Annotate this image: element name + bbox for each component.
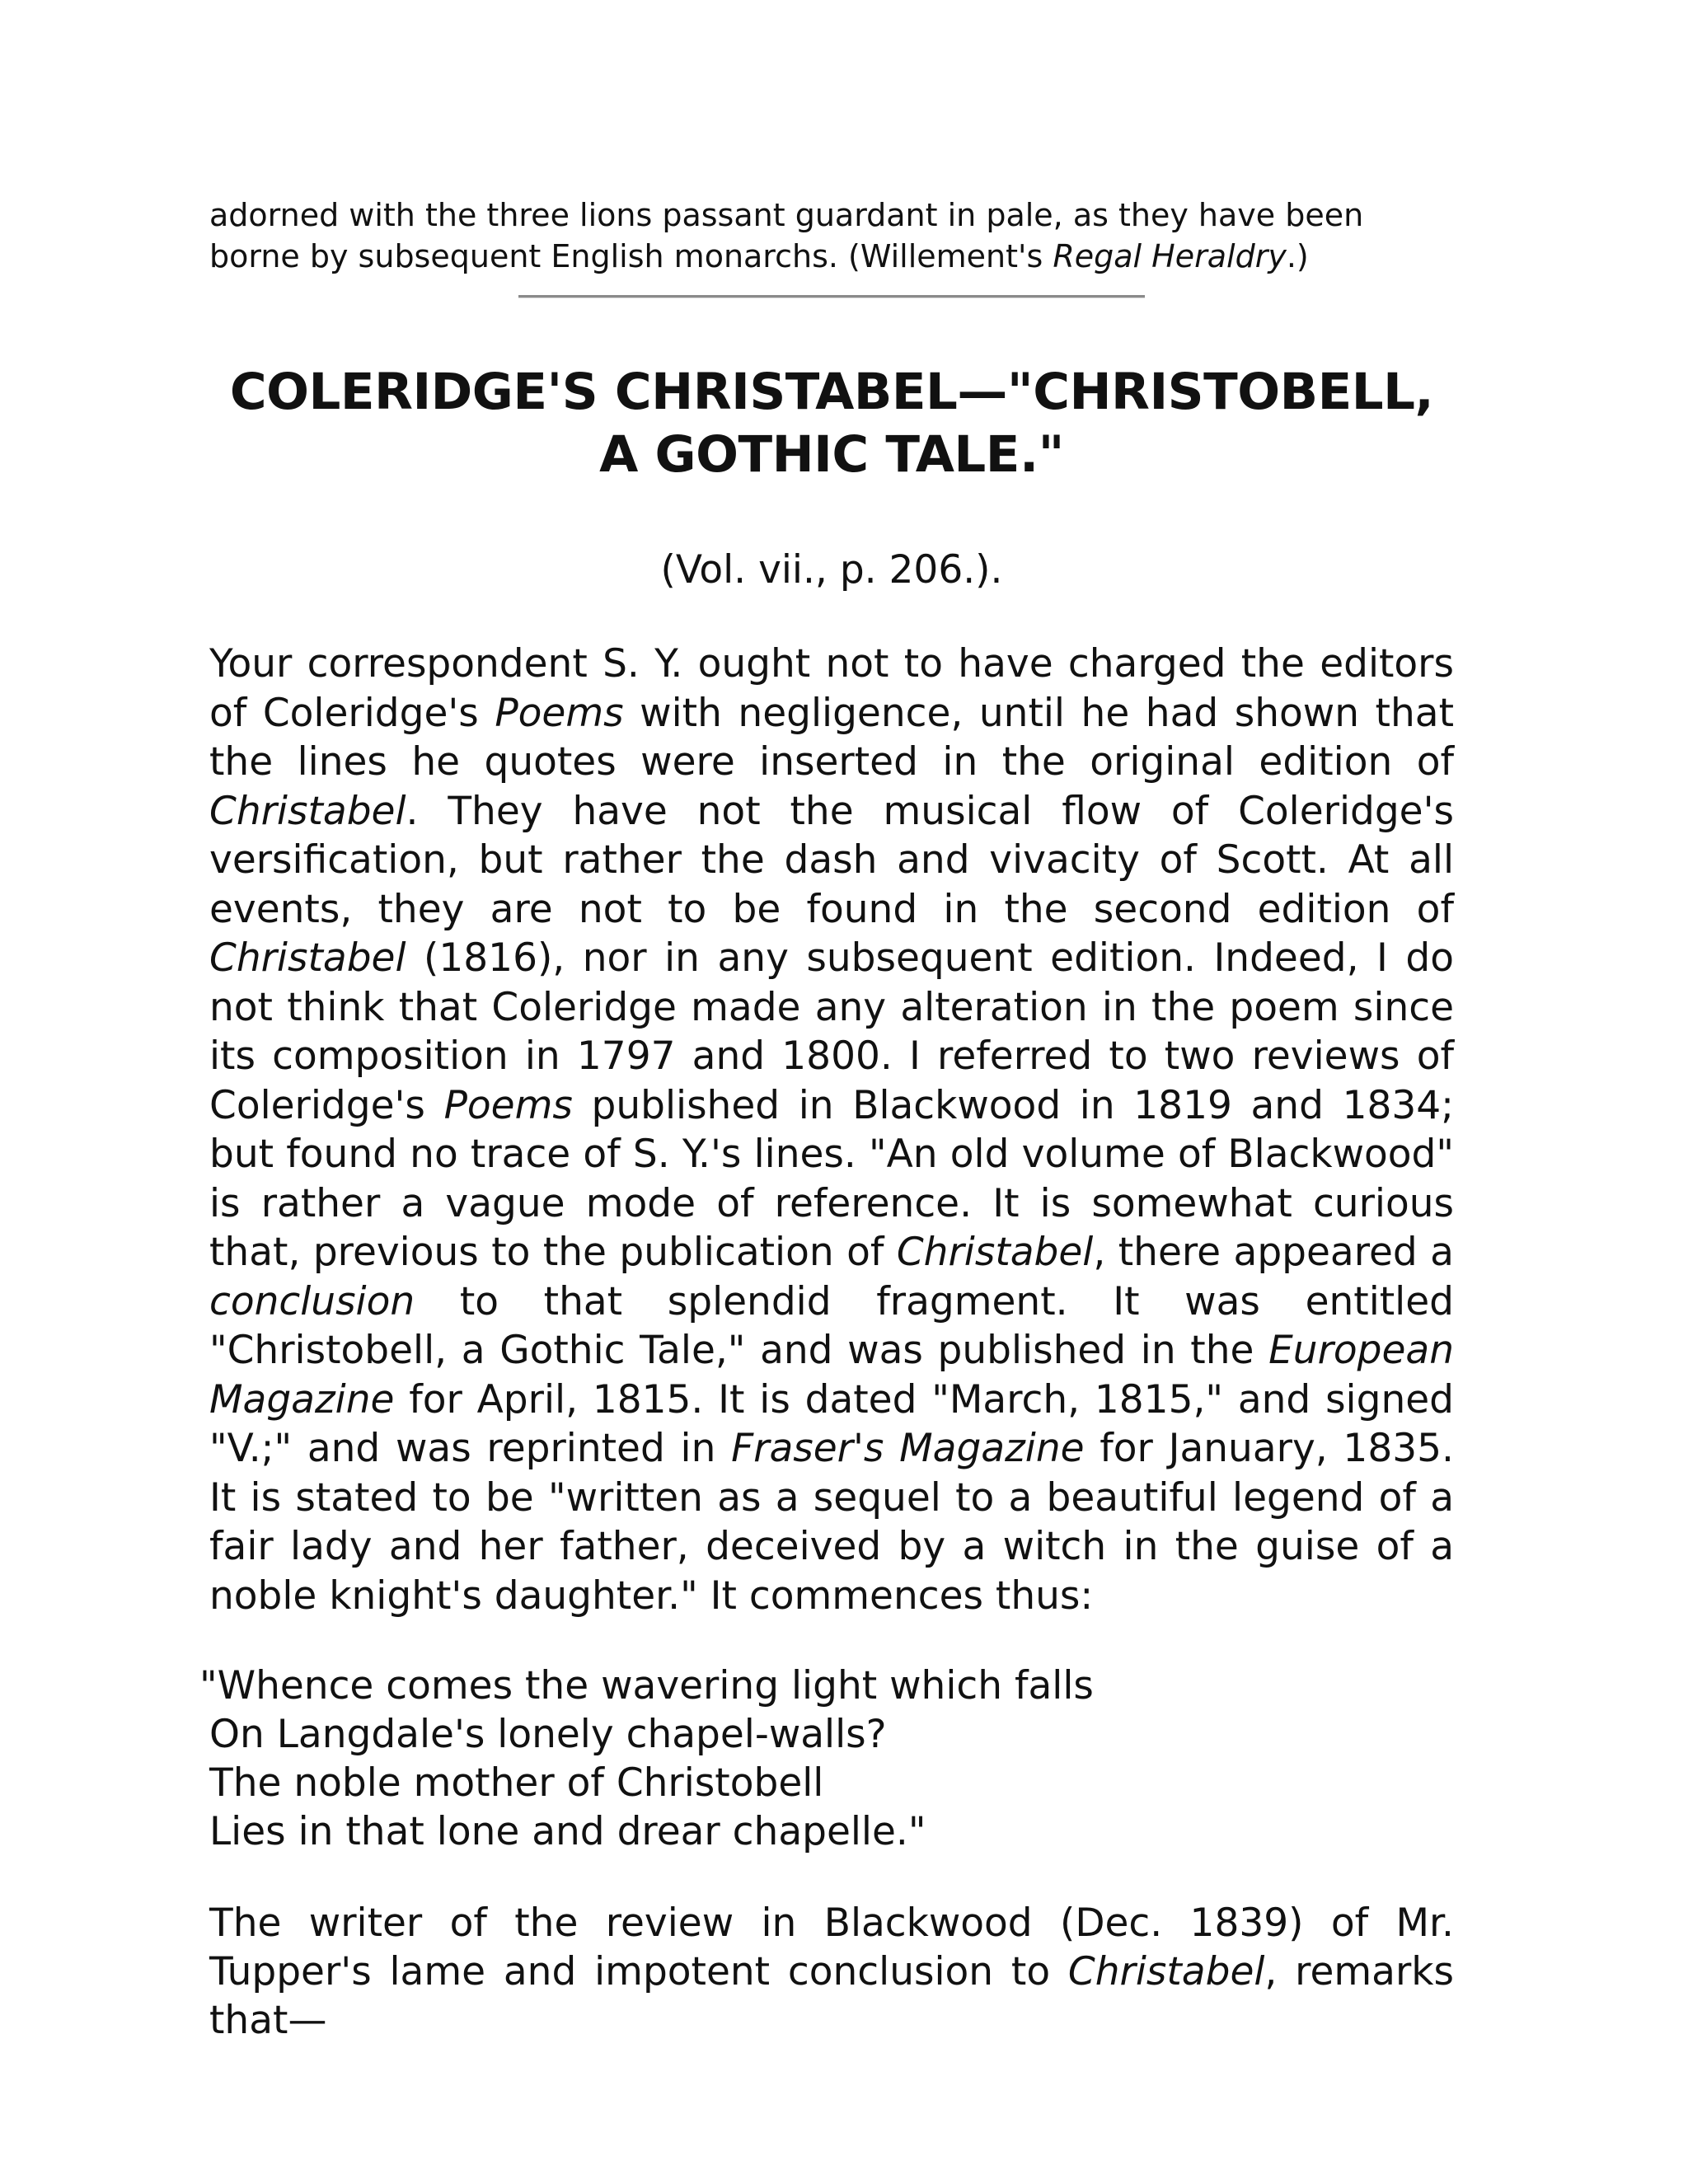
para1-text: for April, 1815. It is dated "March, 1815," and signed "V.;" and was reprinted in: [209, 1376, 1454, 1471]
para1-text: , there appeared a: [1093, 1230, 1454, 1275]
verse-line: "Whence comes the wavering light which falls: [199, 1663, 1094, 1708]
verse-line: On Langdale's lonely chapel-walls?: [209, 1712, 887, 1757]
verse-line: The noble mother of Christobell: [209, 1760, 824, 1806]
para1-text: for January, 1835. It is stated to be "written as a sequel to a beautiful legend of a fair lady and her father, deceived by a witch in the guise of a noble knight's daughter." It commences thus:: [209, 1426, 1454, 1619]
para1-italic: Christabel: [209, 935, 406, 981]
section-divider: [518, 295, 1145, 298]
para1-italic: Poems: [495, 690, 624, 736]
para1-italic: Christabel: [896, 1230, 1094, 1275]
para1-text: to that splendid fragment. It was entitled "Christobell, a Gothic Tale," and was published in the: [209, 1278, 1454, 1373]
para1-italic: Poems: [443, 1082, 573, 1128]
article-title: COLERIDGE'S CHRISTABEL—"CHRISTOBELL, A GOTHIC TALE.": [229, 363, 1434, 484]
body-paragraph-1: [209, 640, 1454, 1620]
para1-text: Your correspondent S. Y. ought not to have charged the editors of Coleridge's: [209, 641, 1454, 736]
verse-quotation: [199, 1661, 1454, 1856]
para1-italic: European Magazine: [209, 1328, 1454, 1422]
intro-paragraph: [209, 194, 1454, 277]
para1-italic: Fraser's Magazine: [731, 1426, 1085, 1471]
para1-text: . They have not the musical flow of Coleridge's versification, but rather the dash and vivacity of Scott. At all events, they are not to be found in the second edition of: [209, 788, 1454, 932]
intro-italic-title: Regal Heraldry: [1053, 238, 1287, 274]
verse-line: Lies in that lone and drear chapelle.": [209, 1809, 926, 1854]
body-paragraph-2: [209, 1899, 1454, 2045]
intro-text-end: .): [1286, 238, 1309, 274]
para2-text: , remarks that—: [209, 1949, 1454, 2043]
document-page: [199, 194, 1455, 2045]
para1-italic: Christabel: [209, 788, 406, 834]
para1-text: with negligence, until he had shown that the lines he quotes were inserted in the original edition of: [209, 690, 1455, 785]
para1-text: published in Blackwood in 1819 and 1834; but found no trace of S. Y.'s lines. "An old volume of Blackwood" is rather a vague mode of reference. It is somewhat curious that, previous to the publication of: [209, 1082, 1455, 1275]
para1-italic: conclusion: [209, 1278, 415, 1324]
para2-italic: Christabel: [1067, 1949, 1265, 1994]
intro-text: adorned with the three lions passant guardant in pale, as they have been borne by subsequent English monarchs. (Willement's: [209, 197, 1364, 274]
volume-reference: (Vol. vii., p. 206.).: [660, 547, 1003, 593]
para1-text: (1816), nor in any subsequent edition. Indeed, I do not think that Coleridge made any alteration in the poem since its composition in 1797 and 1800. I referred to two reviews of Coleridge's: [209, 935, 1454, 1128]
para2-text: The writer of the review in Blackwood (Dec. 1839) of Mr. Tupper's lame and impotent conclusion to: [209, 1900, 1454, 1994]
